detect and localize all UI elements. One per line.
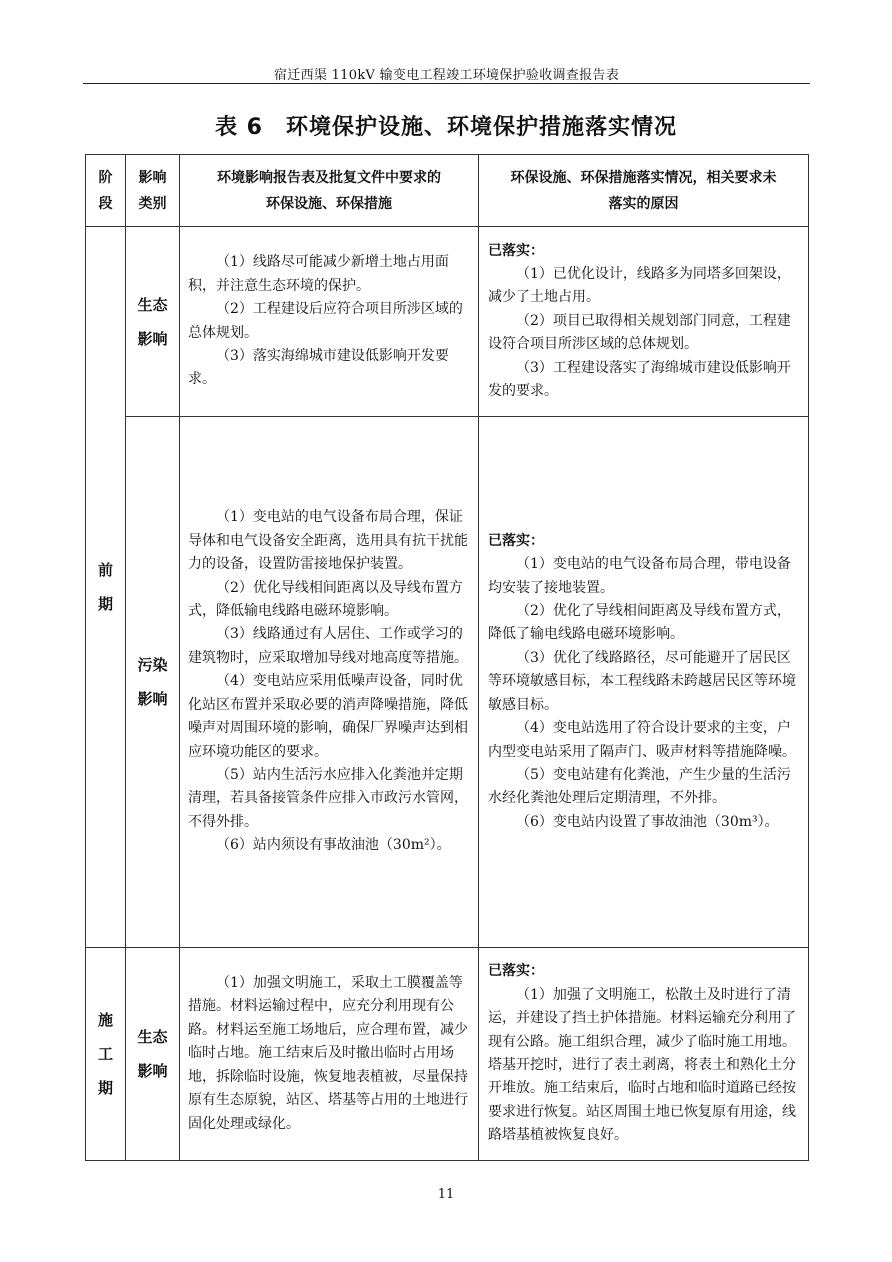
stage-char: 期 [97, 1079, 113, 1097]
header-category [126, 155, 180, 227]
category-char: 影响 [137, 690, 168, 708]
status-label: 已落实： [488, 963, 544, 980]
header-implementation [479, 155, 809, 227]
requirement-item: （2）优化导线相间距离以及导线布置方式，降低输电线路电磁环境影响。 [188, 579, 463, 620]
requirement-item: （3）线路通过有人居住、工作或学习的建筑物时，应采取增加导线对地高度等措施。 [188, 626, 468, 666]
implementation-cell [479, 948, 809, 1161]
header-stage-line: 段 [98, 195, 113, 212]
header-implementation-line: 环保设施、环保措施落实情况，相关要求未 [510, 169, 777, 186]
implementation-item: （3）工程建设落实了海绵城市建设低影响开发的要求。 [488, 359, 791, 400]
category-char: 影响 [137, 329, 168, 348]
status-label: 已落实： [488, 242, 544, 259]
table-row [86, 417, 809, 948]
running-header: 宿迁西渠 110kV 输变电工程竣工环境保护验收调查报告表 [273, 68, 620, 83]
header-requirement [180, 155, 479, 227]
header-category-line: 类别 [138, 195, 167, 212]
header-category-line: 影响 [138, 169, 167, 186]
stage-cell-preliminary [86, 227, 126, 948]
stage-char: 工 [97, 1045, 113, 1063]
category-cell [126, 948, 180, 1161]
requirement-cell [180, 227, 479, 417]
stage-char: 前 [97, 561, 113, 579]
implementation-item: （2）项目已取得相关规划部门同意，工程建设符合项目所涉区域的总体规划。 [488, 312, 791, 353]
implementation-item: （2）优化了导线相间距离及导线布置方式，降低了输电线路电磁环境影响。 [488, 603, 791, 643]
category-char: 生态 [137, 1028, 168, 1046]
requirement-item: （1）加强文明施工，采取土工膜覆盖等措施。材料运输过程中，应充分利用现有公路。材料运至施工场地后，应合理布置，减少临时占地。施工结束后及时撤出临时占用场地，拆除临时设施，恢复地表植被，尽量保持原有生态原貌，站区、塔基等占用的土地进行固化处理或绿化。 [188, 975, 468, 1132]
table-title: 表 6 环境保护设施、环境保护措施落实情况 [215, 115, 677, 140]
requirement-item: （1）线路尽可能减少新增土地占用面积，并注意生态环境的保护。 [188, 254, 449, 294]
header-requirement-line: 环境影响报告表及批复文件中要求的 [217, 169, 441, 186]
category-cell [126, 227, 180, 417]
requirement-item: （3）落实海绵城市建设低影响开发要求。 [188, 347, 449, 388]
status-label: 已落实： [488, 532, 544, 549]
category-char: 影响 [137, 1062, 168, 1080]
header-stage-line: 阶 [98, 169, 113, 186]
requirement-item: （4）变电站应采用低噪声设备，同时优化站区布置并采取必要的消声降噪措施，降低噪声对周围环境的影响，确保厂界噪声达到相应环境功能区的要求。 [188, 673, 468, 760]
requirement-item: （5）站内生活污水应排入化粪池并定期清理，若具备接管条件应排入市政污水管网，不得外排。 [188, 766, 468, 830]
stage-cell-construction [86, 948, 126, 1161]
header-rule [83, 83, 810, 84]
stage-char: 施 [97, 1011, 113, 1029]
table-row [86, 948, 809, 1161]
stage-char: 期 [97, 595, 113, 613]
category-char: 生态 [137, 295, 168, 314]
table-header-row [86, 155, 809, 227]
requirement-item: （2）工程建设后应符合项目所涉区域的总体规划。 [188, 301, 463, 341]
header-stage [86, 155, 126, 227]
implementation-item: （4）变电站选用了符合设计要求的主变，户内型变电站采用了隔声门、吸声材料等措施降噪。 [488, 720, 796, 760]
header-implementation-line: 落实的原因 [608, 195, 679, 212]
header-requirement-line: 环保设施、环保措施 [266, 195, 392, 212]
requirement-cell [180, 948, 479, 1161]
requirement-cell [180, 417, 479, 948]
implementation-item: （1）加强了文明施工，松散土及时进行了清运，并建设了挡土护体措施。材料运输充分利用了现有公路。施工组织合理，减少了临时施工用地。塔基开挖时，进行了表土剥离，将表土和熟化土分开堆放。施工结束后，临时占地和临时道路已经按要求进行恢复。站区周围土地已恢复原有用途，线路塔基植被恢复良好。 [488, 986, 796, 1144]
implementation-item: （1）变电站的电气设备布局合理，带电设备均安装了接地装置。 [488, 556, 791, 596]
requirement-item: （1）变电站的电气设备布局合理，保证导体和电气设备安全距离，选用具有抗干扰能力的设备，设置防雷接地保护装置。 [188, 509, 468, 573]
implementation-item: （3）优化了线路路径，尽可能避开了居民区等环境敏感目标，本工程线路未跨越居民区等环境敏感目标。 [488, 649, 796, 713]
implementation-item: （5）变电站建有化粪池，产生少量的生活污水经化粪池处理后定期清理，不外排。 [488, 766, 791, 807]
category-cell [126, 417, 180, 948]
page-number: 11 [437, 1187, 455, 1202]
implementation-cell [479, 417, 809, 948]
implementation-cell [479, 227, 809, 417]
implementation-item: （6）变电站内设置了事故油池（30m³）。 [516, 813, 779, 830]
category-char: 污染 [137, 656, 168, 674]
measures-table [85, 154, 809, 1161]
requirement-item: （6）站内须设有事故油池（30m²）。 [216, 837, 451, 854]
implementation-item: （1）已优化设计，线路多为同塔多回架设，减少了土地占用。 [488, 265, 791, 306]
table-row [86, 227, 809, 417]
